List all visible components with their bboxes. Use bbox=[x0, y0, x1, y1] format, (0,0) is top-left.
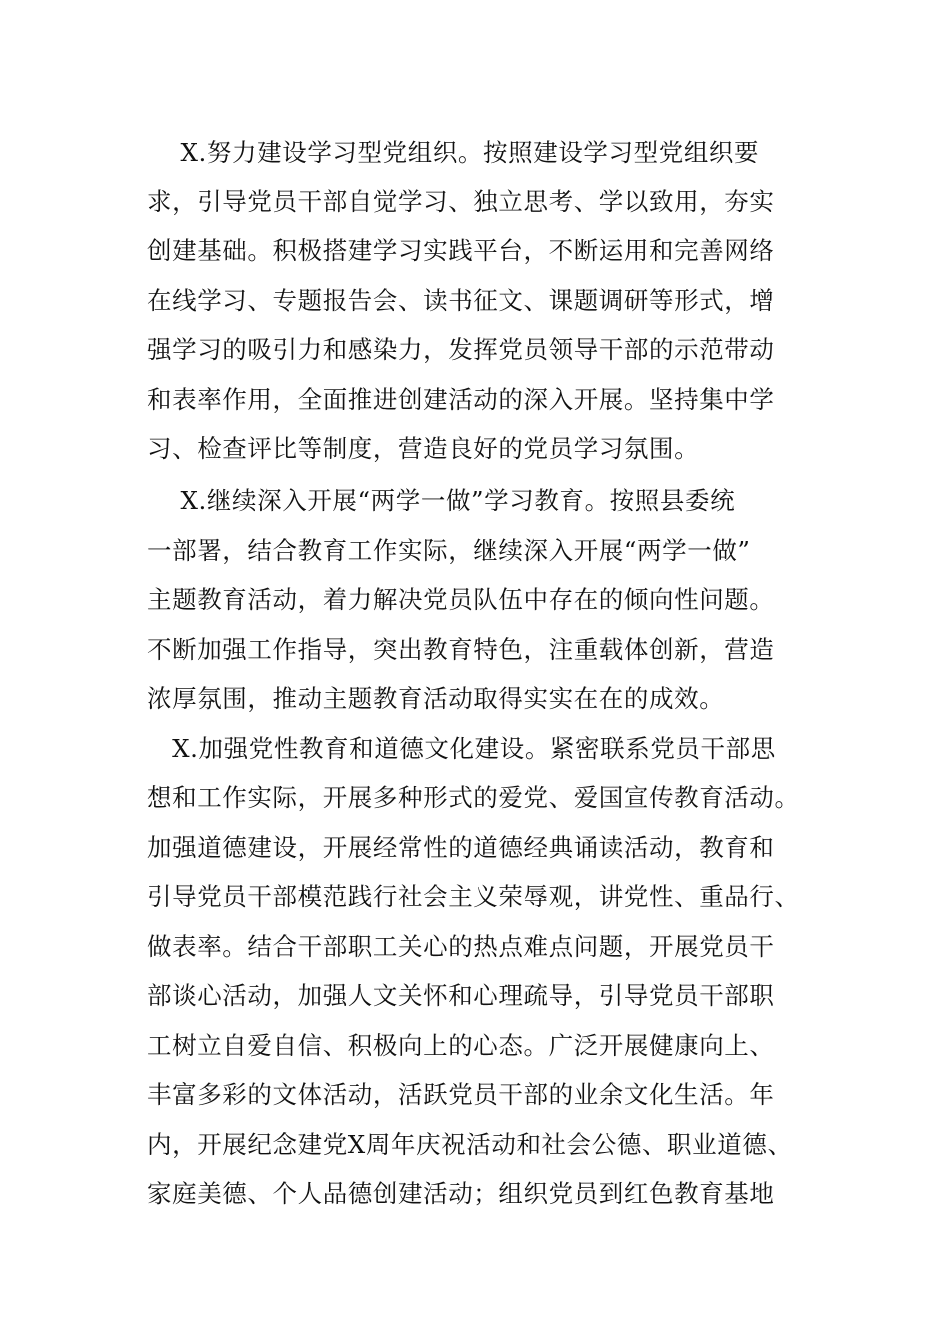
text-line: 求，引导党员干部自觉学习、独立思考、学以致用，夯实 bbox=[147, 187, 775, 216]
text-line: X.加强党性教育和道德文化建设。紧密联系党员干部思 bbox=[147, 734, 776, 763]
text-line: 丰富多彩的文体活动，活跃党员干部的业余文化生活。年 bbox=[147, 1080, 775, 1109]
text-line: 做表率。结合干部职工关心的热点难点问题，开展党员干 bbox=[147, 932, 775, 961]
text-line: 浓厚氛围，推动主题教育活动取得实实在在的成效。 bbox=[147, 684, 725, 713]
text-line: 创建基础。积极搭建学习实践平台，不断运用和完善网络 bbox=[147, 236, 775, 265]
text-line: 加强道德建设，开展经常性的道德经典诵读活动，教育和 bbox=[147, 833, 775, 862]
text-line: X.努力建设学习型党组织。按照建设学习型党组织要 bbox=[147, 138, 760, 167]
text-line: 引导党员干部模范践行社会主义荣辱观，讲党性、重品行、 bbox=[147, 882, 800, 911]
text-line: 家庭美德、个人品德创建活动；组织党员到红色教育基地 bbox=[147, 1179, 775, 1208]
text-line: X.继续深入开展“两学一做”学习教育。按照县委统 bbox=[147, 486, 736, 515]
text-line: 强学习的吸引力和感染力，发挥党员领导干部的示范带动 bbox=[147, 335, 775, 364]
text-line: 一部署，结合教育工作实际，继续深入开展“两学一做” bbox=[147, 536, 751, 565]
text-line: 主题教育活动，着力解决党员队伍中存在的倾向性问题。 bbox=[147, 585, 775, 614]
text-line: 不断加强工作指导，突出教育特色，注重载体创新，营造 bbox=[147, 635, 775, 664]
text-line: 习、检查评比等制度，营造良好的党员学习氛围。 bbox=[147, 434, 700, 463]
text-line: 部谈心活动，加强人文关怀和心理疏导，引导党员干部职 bbox=[147, 981, 775, 1010]
text-line: 工树立自爱自信、积极向上的心态。广泛开展健康向上、 bbox=[147, 1031, 775, 1060]
text-line: 内，开展纪念建党X周年庆祝活动和社会公德、职业道德、 bbox=[147, 1130, 793, 1159]
text-line: 想和工作实际，开展多种形式的爱党、爱国宣传教育活动。 bbox=[147, 783, 800, 812]
text-line: 在线学习、专题报告会、读书征文、课题调研等形式，增 bbox=[147, 286, 775, 315]
text-line: 和表率作用，全面推进创建活动的深入开展。坚持集中学 bbox=[147, 385, 775, 414]
